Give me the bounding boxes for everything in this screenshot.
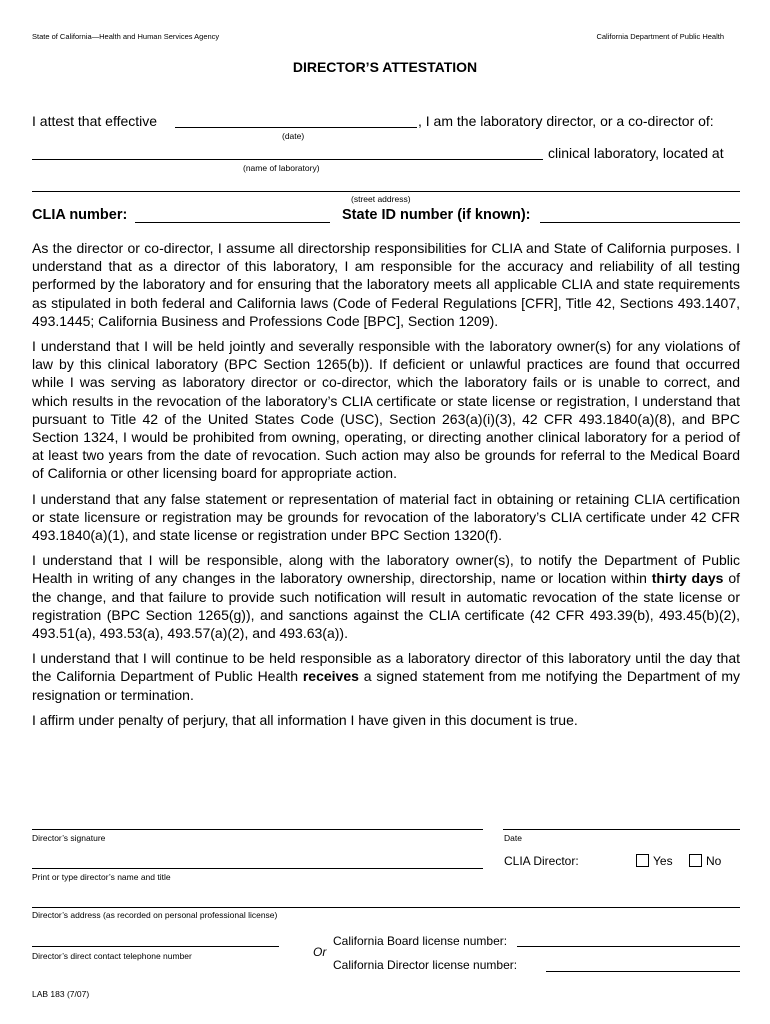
laboratory-name-field[interactable]	[32, 159, 543, 160]
thirty-days-emphasis: thirty days	[651, 570, 724, 587]
board-license-field[interactable]	[517, 946, 740, 947]
yes-checkbox[interactable]	[636, 854, 649, 867]
no-checkbox[interactable]	[689, 854, 702, 867]
clia-number-label: CLIA number:	[32, 207, 128, 223]
director-license-field[interactable]	[546, 971, 740, 972]
date-field[interactable]	[175, 127, 417, 128]
paragraph-responsibilities: As the director or co-director, I assume all directorship responsibilities for CLIA and State of California purposes. I understand that as a director of this laboratory, I am responsible for the accuracy and reliability of all testing performed by the laboratory and for ensuring that the laboratory meets all applicable CLIA and state requirements as stipulated in both federal and California laws (Code of Federal Regulations [CFR], Title 42, Sections 493.1407, 493.1445; California Business and Professions Code [BPC], Section 1209).	[32, 240, 740, 329]
lab-name-caption: (name of laboratory)	[243, 163, 320, 173]
lab-location-label: clinical laboratory, located at	[548, 145, 724, 161]
receives-emphasis: receives	[302, 668, 359, 685]
state-id-label: State ID number (if known):	[342, 207, 531, 223]
attest-suffix: , I am the laboratory director, or a co-director of:	[418, 113, 714, 129]
paragraph-continued-responsibility: I understand that I will continue to be held responsible as a laboratory director of this laboratory until the day that the California Department of Public Health receives a signed statement from me notifying the Department of my resignation or termination.	[32, 650, 741, 703]
board-license-label: California Board license number:	[333, 934, 508, 948]
director-name-field[interactable]	[32, 868, 483, 869]
form-number: LAB 183 (7/07)	[32, 989, 90, 999]
director-license-label: California Director license number:	[333, 958, 518, 972]
clia-number-field[interactable]	[135, 222, 330, 223]
paragraph-liability: I understand that I will be held jointly and severally responsible with the laboratory owner(s) for any violations of law by this clinical laboratory (BPC Section 1265(b)). If deficient or unlawful practices are found that occurred while I was serving as laboratory director or co-director, which the laboratory fails or is unable to correct, and which results in the revocation of the laboratory’s CLIA certificate or state license or registration, I understand that pursuant to Title 42 of the United States Code (USC), Section 263(a)(i)(3), 42 CFR 493.1840(a)(8), and BPC Section 1324, I would be prohibited from owning, operating, or directing another clinical laboratory for a period of at least two years from the date of revocation. Such action may also be grounds for referral to the Medical Board of California or other licensing board for appropriate action.	[32, 338, 740, 482]
department-header: California Department of Public Health	[596, 32, 724, 41]
signature-field[interactable]	[32, 829, 483, 830]
date-caption: (date)	[282, 131, 305, 141]
clia-director-no[interactable]: No	[689, 854, 721, 868]
paragraph-affirmation: I affirm under penalty of perjury, that all information I have given in this document is true.	[32, 711, 578, 728]
date-signed-field[interactable]	[503, 829, 740, 830]
telephone-field[interactable]	[32, 946, 279, 947]
clia-director-yes[interactable]: Yes	[636, 854, 673, 868]
attest-prefix: I attest that effective	[32, 113, 158, 129]
agency-header: State of California—Health and Human Services Agency	[32, 32, 220, 41]
address-label: Director’s address (as recorded on personal professional license)	[32, 910, 278, 920]
street-caption: (street address)	[351, 194, 411, 204]
attestation-body	[32, 239, 740, 736]
paragraph-false-statement: I understand that any false statement or representation of material fact in obtaining or retaining CLIA certification or state licensure or registration may be grounds for revocation of the laboratory’s CLIA certificate under 42 CFR 493.1840(a)(1), and state license or registration under BPC Section 1320(f).	[32, 490, 740, 544]
signature-label: Director’s signature	[32, 833, 106, 843]
paragraph-notification: I understand that I will be responsible, along with the laboratory owner(s), to notify the Department of Public Health in writing of any changes in the laboratory ownership, directorship, name or location within thirty days of the change, and that failure to provide such notification will result in automatic revocation of the state license or registration (BPC Section 1265(g)), and sanctions against the CLIA certificate (42 CFR 493.39(b), 493.45(b)(2), 493.51(a), 493.53(a), 493.57(a)(2), and 493.63(a)).	[32, 552, 741, 642]
or-label: Or	[313, 945, 327, 959]
telephone-label: Director’s direct contact telephone number	[32, 951, 192, 961]
state-id-field[interactable]	[540, 222, 740, 223]
street-address-field[interactable]	[32, 191, 740, 192]
date-label: Date	[504, 833, 522, 843]
clia-director-label: CLIA Director:	[504, 854, 579, 868]
name-title-label: Print or type director’s name and title	[32, 872, 171, 882]
page-title: DIRECTOR’S ATTESTATION	[292, 59, 478, 75]
director-address-field[interactable]	[32, 907, 740, 908]
